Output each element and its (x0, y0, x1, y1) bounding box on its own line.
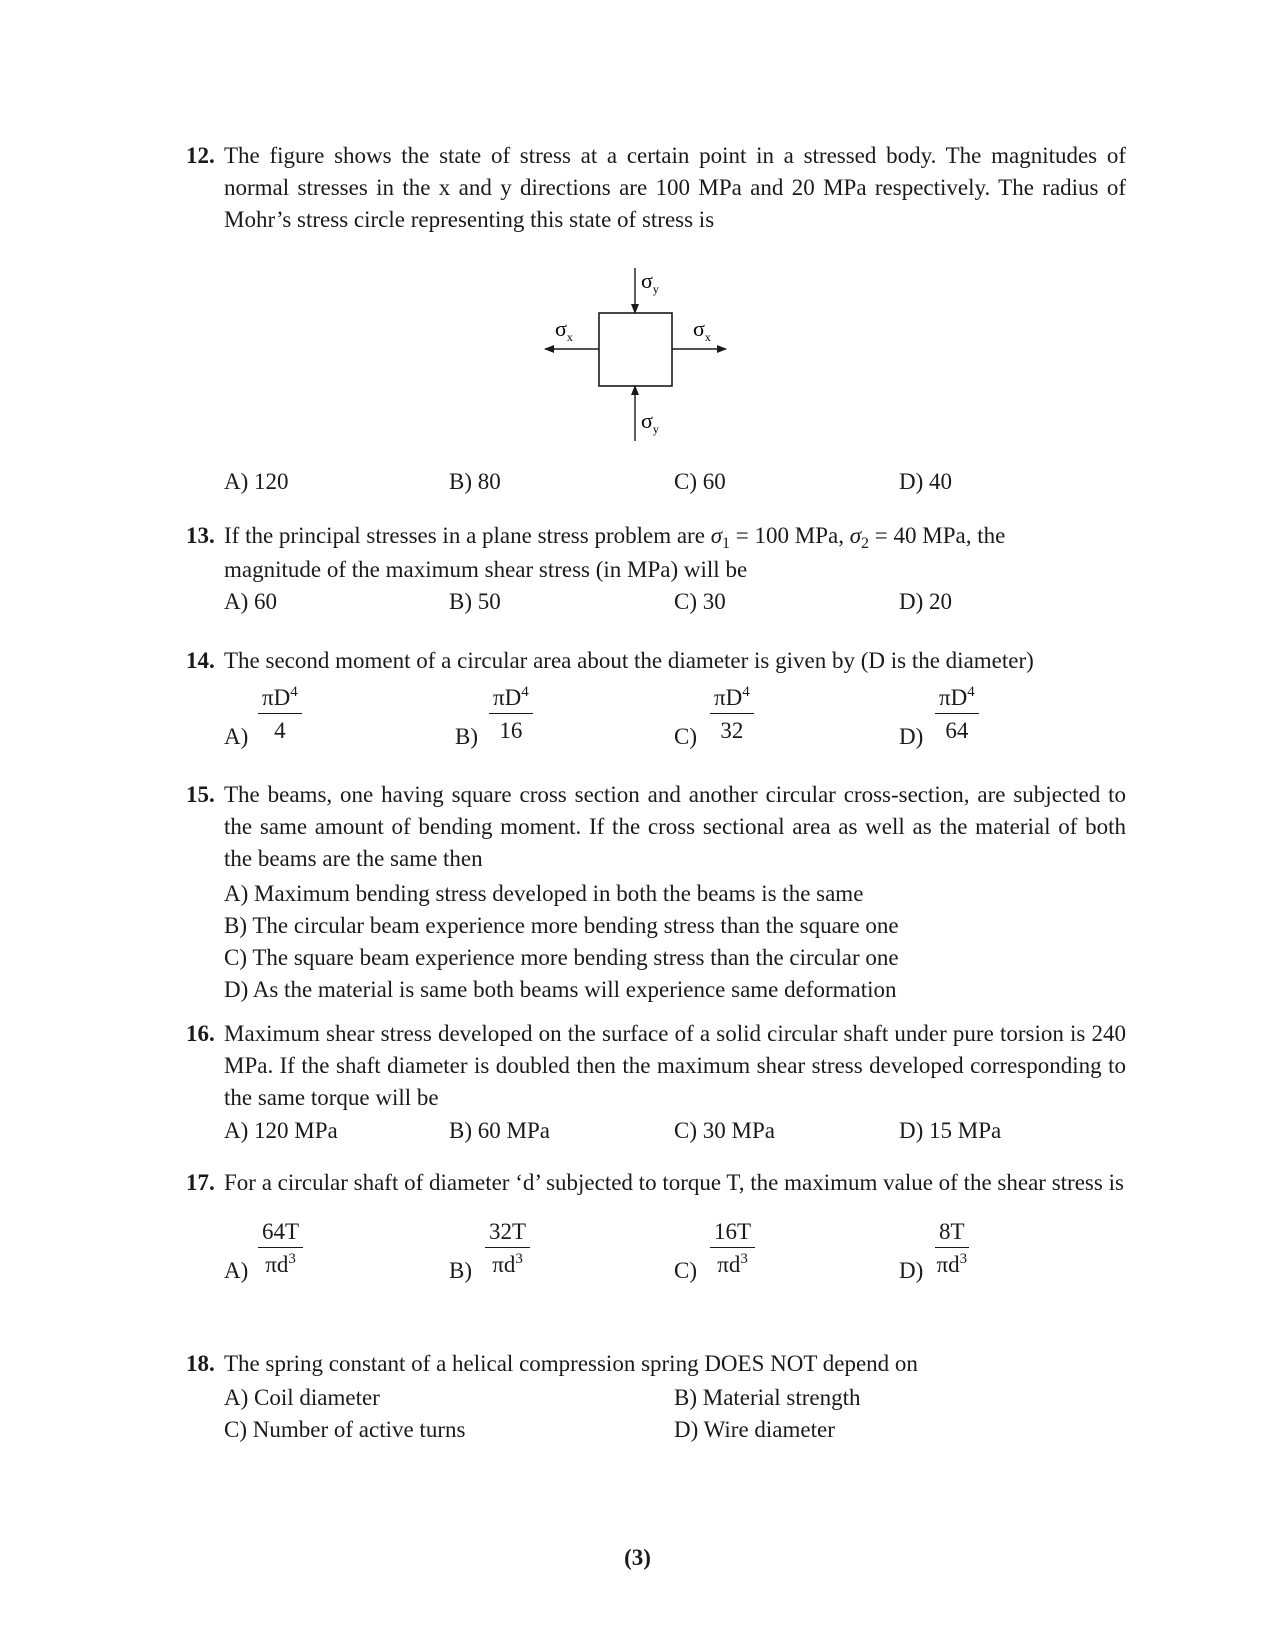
question-text: The second moment of a circular area about the diameter is given by (D is the diameter) (224, 648, 1034, 673)
question-text: The beams, one having square cross section and another circular cross-section, are subjected to the same amount of bending moment. If the cross sectional area as well as the material of both the beams are the same then (224, 782, 1126, 872)
question-number: 14. (186, 648, 215, 673)
question-text: The figure shows the state of stress at a certain point in a stressed body. The magnitudes of normal stresses in the x and y directions are 100 MPa and 20 MPa respectively. The radius of Mohr’s stress circle representing this state of stress is (224, 143, 1126, 233)
option-c[interactable]: C) 30 (674, 589, 726, 615)
option-d[interactable]: D) $\frac{8T}{\pi d^3}$ (899, 1219, 968, 1284)
option-b[interactable]: B) $\frac{32T}{\pi d^3}$ (449, 1217, 674, 1287)
fraction: $\frac{32T}{\pi d^3}$ (485, 1217, 530, 1282)
sigma-x-right-label: $\sigma_x$ (693, 316, 711, 344)
question-text-line2: magnitude of the maximum shear stress (in MPa) will be (224, 557, 748, 583)
question-12 (186, 140, 1126, 237)
option-c[interactable]: C) $\frac{\pi D^4}{32}$ (674, 683, 899, 753)
option-d[interactable]: D) 20 (899, 589, 953, 615)
option-c[interactable]: C) $\frac{16T}{\pi d^3}$ (674, 1217, 899, 1287)
option-c[interactable]: C) 30 MPa (674, 1117, 775, 1143)
question-number: 15. (186, 782, 215, 807)
fraction: $\frac{\pi D^4}{4}$ (258, 683, 302, 748)
option-d[interactable]: D) $\frac{\pi D^4}{64}$ (899, 683, 1124, 753)
option-d[interactable]: D) 40 (899, 469, 953, 494)
option-a[interactable]: A) 120 MPa (224, 1117, 338, 1143)
fraction: $\frac{\pi D^4}{32}$ (710, 683, 754, 748)
option-c[interactable]: C) 60 (674, 469, 726, 494)
option-a[interactable]: A) $\frac{\pi D^4}{4}$ (224, 683, 449, 753)
question-text: For a circular shaft of diameter ‘d’ subjected to torque T, the maximum value of the shear stress is (224, 1170, 1124, 1195)
question-14 (186, 645, 1126, 753)
option-d[interactable]: D) 15 MPa (899, 1117, 1002, 1143)
option-d[interactable]: D) Wire diameter (674, 1417, 835, 1443)
question-17 (186, 1167, 1126, 1287)
question-15 (186, 779, 1126, 1006)
question-number: 17. (186, 1170, 215, 1195)
option-b[interactable]: B) 50 (449, 589, 501, 615)
question-text: The spring constant of a helical compression spring DOES NOT depend on (224, 1351, 918, 1376)
question-number: 18. (186, 1351, 215, 1376)
option-b[interactable]: B) Material strength (674, 1385, 861, 1411)
fraction: $\frac{8T}{\pi d^3}$ (936, 1219, 968, 1278)
page-number: (3) (624, 1545, 651, 1570)
question-16 (186, 1018, 1126, 1147)
option-b[interactable]: B) 80 (449, 469, 501, 494)
question-number: 13. (186, 523, 215, 548)
question-text: If the principal stresses in a plane stress problem are $\sigma_1 = 100$ MPa, $\sigma_2 = 40$ MPa, the (224, 523, 1006, 552)
option-c[interactable]: C) Number of active turns (224, 1417, 466, 1443)
fraction: $\frac{16T}{\pi d^3}$ (710, 1217, 755, 1282)
fraction: $\frac{64T}{\pi d^3}$ (258, 1217, 303, 1282)
option-d[interactable]: D) As the material is same both beams will experience same deformation (224, 976, 897, 1002)
fraction: $\frac{\pi D^4}{64}$ (935, 683, 979, 748)
sigma-y-bottom-label: $\sigma_y$ (641, 408, 659, 436)
question-number: 16. (186, 1021, 215, 1046)
sigma-x-left-label: $\sigma_x$ (555, 316, 573, 344)
option-a[interactable]: A) Maximum bending stress developed in both the beams is the same (224, 880, 864, 906)
option-a[interactable]: A) 120 (224, 469, 289, 494)
stress-element-square (599, 313, 672, 386)
fraction: $\frac{\pi D^4}{16}$ (489, 683, 533, 748)
question-18 (186, 1348, 1126, 1447)
question-number: 12. (186, 143, 215, 168)
option-a[interactable]: A) Coil diameter (224, 1385, 380, 1411)
option-a[interactable]: A) 60 (224, 589, 278, 615)
option-a[interactable]: A) $\frac{64T}{\pi d^3}$ (224, 1217, 449, 1287)
question-text: Maximum shear stress developed on the surface of a solid circular shaft under pure torsion is 240 MPa. If the shaft diameter is doubled then the maximum shear stress developed corresponding to the same torque will be (224, 1021, 1126, 1111)
option-b[interactable]: B) $\frac{\pi D^4}{16}$ (449, 683, 674, 753)
stress-element-figure (530, 268, 740, 468)
option-c[interactable]: C) The square beam experience more bending stress than the circular one (224, 944, 899, 970)
question-13 (186, 520, 1126, 619)
question-12-options (186, 466, 1126, 498)
sigma-y-top-label: $\sigma_y$ (641, 268, 659, 296)
option-b[interactable]: B) 60 MPa (449, 1117, 550, 1143)
option-b[interactable]: B) The circular beam experience more bending stress than the square one (224, 912, 899, 938)
